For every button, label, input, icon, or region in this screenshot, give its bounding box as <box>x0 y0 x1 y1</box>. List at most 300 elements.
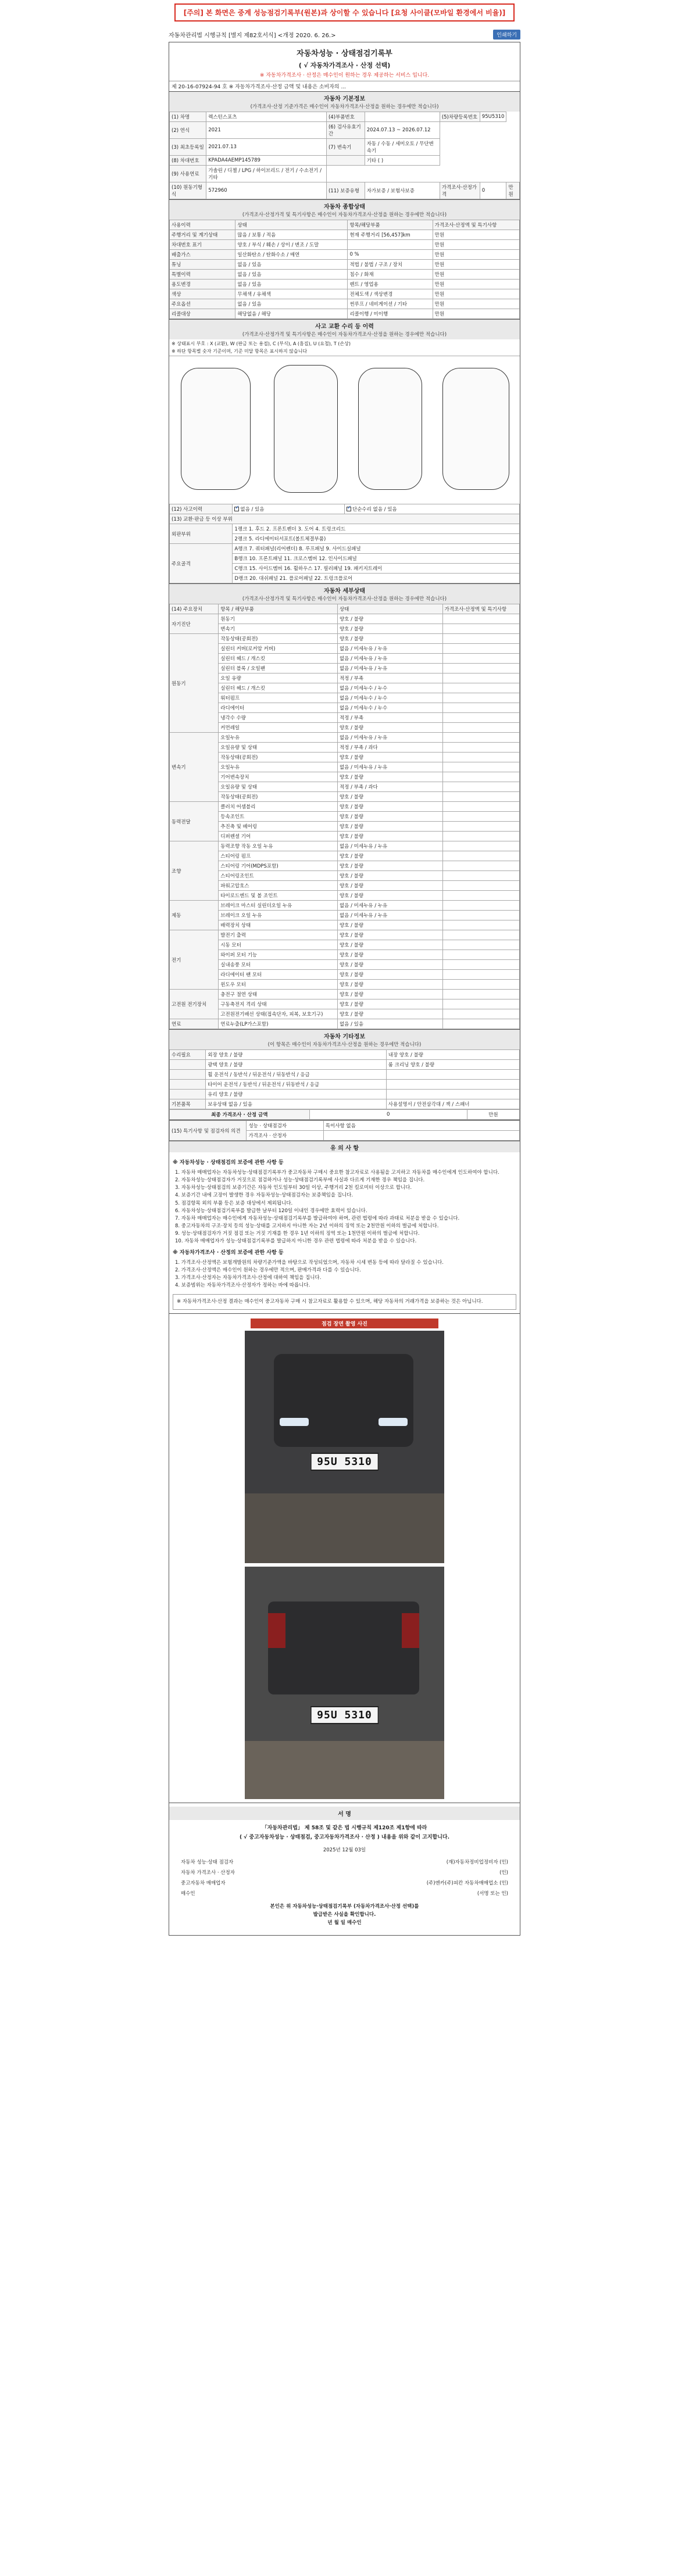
closing-line-2: 발급받은 사실을 확인합니다. <box>313 1912 376 1918</box>
signature-section <box>169 1803 520 1935</box>
detail-group-name: 조향 <box>170 841 219 901</box>
basic-info-cell: 렉스턴스포츠 <box>206 112 327 122</box>
detail-item-name: 작동상태(공회전) <box>219 634 338 644</box>
overview-cell <box>348 240 433 250</box>
basic-info-cell: KPADA4AEMP145789 <box>206 156 327 166</box>
other-info-cell: 유리 양호 / 불량 <box>206 1090 387 1099</box>
inspector-label: 성능 · 상태점검자 <box>247 1121 323 1131</box>
overview-row <box>170 280 520 289</box>
other-info-row <box>170 1090 520 1099</box>
basic-info-cell: (1) 차명 <box>170 112 206 122</box>
detail-item-remark <box>442 703 519 713</box>
final-price-value: 0 <box>309 1110 467 1120</box>
detail-row <box>170 634 520 644</box>
detail-row <box>170 664 520 673</box>
basic-info-cell: (3) 최초등록일 <box>170 139 206 156</box>
detail-row <box>170 792 520 802</box>
detail-table <box>169 604 520 1029</box>
basic-info-table <box>169 112 520 199</box>
detail-row <box>170 723 520 733</box>
overview-column-header: 사용이력 <box>170 220 235 230</box>
overview-cell: 만원 <box>433 280 519 289</box>
signature-heading: 서 명 <box>169 1807 520 1820</box>
detail-item-status: 양호 / 불량 <box>337 980 442 990</box>
opinion-section <box>169 1120 520 1141</box>
detail-row <box>170 911 520 920</box>
detail-row <box>170 990 520 999</box>
detail-group-name: 전기 <box>170 930 219 990</box>
detail-item-name: 워터펌프 <box>219 693 338 703</box>
left-taillight <box>268 1613 285 1648</box>
note-item: 6. 자동차성능·상태점검기록부를 발급한 날부터 120일 이내인 경우에만 효력이 있습니다. <box>175 1208 367 1214</box>
other-info-cell <box>386 1090 519 1099</box>
document-notice: ※ 자동차가격조사 · 산정은 매수인이 원하는 경우 제공하는 서비스 입니다. <box>259 73 430 78</box>
detail-item-remark <box>442 782 519 792</box>
detail-row <box>170 644 520 654</box>
detail-group-name: 동력전달 <box>170 802 219 841</box>
overview-cell: 주행거리 및 계기상태 <box>170 230 235 240</box>
detail-row <box>170 861 520 871</box>
buyer-sign: (서명 또는 인) <box>477 1891 508 1897</box>
other-info-table <box>169 1049 520 1109</box>
detail-item-remark <box>442 753 519 762</box>
detail-item-status: 양호 / 불량 <box>337 990 442 999</box>
detail-item-remark <box>442 802 519 812</box>
overview-cell: 일산화탄소 / 탄화수소 / 매연 <box>235 250 348 260</box>
overview-row <box>170 260 520 270</box>
detail-row <box>170 673 520 683</box>
basic-info-cell: (6) 검사유효기간 <box>326 122 365 139</box>
detail-item-status: 양호 / 불량 <box>337 950 442 960</box>
overview-cell: 색상 <box>170 289 235 299</box>
detail-item-remark <box>442 664 519 673</box>
detail-item-name: 충전구 절연 상태 <box>219 990 338 999</box>
basic-info-cell: 자가보증 / 보험사보증 <box>365 182 440 199</box>
overview-cell: 적법 / 불법 / 구조 / 장치 <box>348 260 433 270</box>
detail-row <box>170 654 520 664</box>
detail-item-status: 양호 / 불량 <box>337 930 442 940</box>
detail-row <box>170 812 520 822</box>
basic-info-cell: (4)부품번호 <box>326 112 365 122</box>
detail-item-remark <box>442 762 519 772</box>
detail-item-name: 실린더 커버(로커암 커버) <box>219 644 338 654</box>
floor-area <box>245 1493 444 1563</box>
detail-item-name: 작동상태(공회전) <box>219 753 338 762</box>
overview-cell: 리콜대상 <box>170 309 235 319</box>
detail-item-status: 없음 / 미세누유 / 누유 <box>337 841 442 851</box>
signature-row-appraiser <box>169 1867 520 1878</box>
signature-row-inspector <box>169 1857 520 1867</box>
detail-item-name: 스티어링 펌프 <box>219 851 338 861</box>
notes-section <box>169 1141 520 1313</box>
detail-group-name: 원동기 <box>170 634 219 733</box>
photos-heading: 점검 장면 촬영 사진 <box>251 1319 438 1328</box>
detail-item-status: 적정 / 부족 <box>337 673 442 683</box>
detail-item-remark <box>442 841 519 851</box>
print-button[interactable]: 인쇄하기 <box>493 30 520 40</box>
detail-row <box>170 901 520 911</box>
detail-item-remark <box>442 743 519 753</box>
detail-item-remark <box>442 851 519 861</box>
dealer-role: 중고자동차 매매업자 <box>181 1880 226 1887</box>
detail-row <box>170 891 520 901</box>
detail-item-name: 기어변속장치 <box>219 772 338 782</box>
overview-row <box>170 230 520 240</box>
detail-subheading: (가격조사·산정가격 및 특기사항은 매수인이 자동차가격조사·산정을 원하는 경우에만 적습니다) <box>169 595 520 604</box>
detail-item-name: 발전기 출력 <box>219 930 338 940</box>
car-left-outline <box>181 368 251 490</box>
detail-item-remark <box>442 960 519 970</box>
overview-cell: 양호 / 부식 / 훼손 / 상이 / 변조 / 도말 <box>235 240 348 250</box>
detail-item-remark <box>442 812 519 822</box>
detail-row <box>170 624 520 634</box>
detail-item-remark <box>442 832 519 841</box>
detail-item-status: 없음 / 미세누수 / 누수 <box>337 703 442 713</box>
main-frame-rank-d: D랭크 20. 대쉬패널 21. 플로어패널 22. 트렁크플로어 <box>233 574 520 583</box>
detail-item-name: 구동축전지 격리 상태 <box>219 999 338 1009</box>
detail-item-name: 파워고압호스 <box>219 881 338 891</box>
front-grille-shape <box>274 1354 413 1447</box>
right-headlight <box>379 1418 408 1426</box>
other-info-cell <box>170 1060 206 1070</box>
basic-info-row <box>170 166 520 182</box>
other-info-cell: 보유상태 없음 / 있음 <box>206 1099 387 1109</box>
detail-item-name: 오일유량 및 상태 <box>219 782 338 792</box>
note-item: 1. 자동차 매매업자는 자동차성능·상태점검기록부가 중고자동차 구매시 중요한 참고자료로 사용됨을 고지하고 자동차를 매수인에게 인도하여야 합니다. <box>175 1169 499 1176</box>
detail-row <box>170 762 520 772</box>
detail-row <box>170 683 520 693</box>
overview-cell: 만원 <box>433 309 519 319</box>
detail-item-remark <box>442 644 519 654</box>
detail-item-remark <box>442 980 519 990</box>
overview-heading: 자동차 종합상태 <box>169 200 520 211</box>
detail-row <box>170 743 520 753</box>
rear-license-plate: 95U 5310 <box>310 1706 379 1724</box>
rear-photo <box>245 1567 444 1799</box>
detail-row <box>170 999 520 1009</box>
other-info-cell <box>386 1070 519 1080</box>
other-info-cell: 내장 양호 / 불량 <box>386 1050 519 1060</box>
overview-cell: 썬루프 / 네비게이션 / 기타 <box>348 299 433 309</box>
detail-item-name: 오일누유 <box>219 762 338 772</box>
detail-row <box>170 802 520 812</box>
basic-info-cell: 2021 <box>206 122 327 139</box>
main-frame-rank-c: C랭크 15. 사이드멤버 16. 휠하우스 17. 필러패널 19. 패키지트레이 <box>233 564 520 574</box>
basic-info-cell: 가격조사·산정가격 <box>440 182 480 199</box>
detail-row <box>170 832 520 841</box>
other-info-row <box>170 1060 520 1070</box>
basic-info-cell: 572960 <box>206 182 327 199</box>
detail-row <box>170 822 520 832</box>
final-price-table <box>169 1109 520 1120</box>
basic-info-cell: (11) 보증유형 <box>326 182 365 199</box>
detail-row <box>170 782 520 792</box>
detail-item-status: 양호 / 불량 <box>337 861 442 871</box>
overview-cell: 없음 / 있음 <box>235 270 348 280</box>
other-info-subheading: (이 항목은 매수인이 자동차가격조사·산정을 원하는 경우에만 적습니다) <box>169 1041 520 1049</box>
detail-item-remark <box>442 990 519 999</box>
detail-item-remark <box>442 723 519 733</box>
detail-item-remark <box>442 999 519 1009</box>
page <box>0 3 689 1947</box>
detail-item-remark <box>442 1009 519 1019</box>
basic-info-cell: (8) 차대번호 <box>170 156 206 166</box>
detail-item-status: 양호 / 불량 <box>337 891 442 901</box>
detail-item-status: 적정 / 부족 <box>337 713 442 723</box>
detail-item-status: 양호 / 불량 <box>337 624 442 634</box>
note-item: 3. 가격조사·산정자는 자동차가격조사·산정에 대하여 책임을 집니다. <box>175 1274 322 1281</box>
overview-cell: 만원 <box>433 250 519 260</box>
detail-column-header: 상태 <box>337 604 442 614</box>
overview-cell: 만원 <box>433 299 519 309</box>
accident-legend: ※ 상태표시 부호 : X (교환), W (판금 또는 용접), C (부식), A (흠집), U (요철), T (손상) <box>172 341 351 346</box>
form-reference: 자동차관리법 시행규칙 [별지 제82호서식] <개정 2020. 6. 26.> <box>169 33 336 39</box>
basic-info-cell: 기타 ( ) <box>365 156 440 166</box>
detail-row <box>170 881 520 891</box>
notes-heading: 유 의 사 항 <box>169 1141 520 1152</box>
other-info-cell: 사용설명서 / 안전삼각대 / 잭 / 스패너 <box>386 1099 519 1109</box>
document-subtitle: ( √ 자동차가격조사 · 산정 선택) <box>298 62 391 69</box>
other-info-cell: 룸 크리닝 양호 / 불량 <box>386 1060 519 1070</box>
detail-section <box>169 583 520 1029</box>
overview-row <box>170 299 520 309</box>
detail-item-status: 양호 / 불량 <box>337 792 442 802</box>
notes-section-2-title: ※ 자동차가격조사 · 산정의 보증에 관한 사항 등 <box>173 1249 284 1256</box>
accident-history-value: ✓ 없음 / 있음 <box>233 504 345 514</box>
other-info-heading: 자동차 기타정보 <box>169 1030 520 1041</box>
basic-info-row <box>170 112 520 122</box>
detail-item-remark <box>442 792 519 802</box>
accident-heading: 사고 교환 수리 등 이력 <box>169 320 520 331</box>
detail-item-remark <box>442 713 519 723</box>
detail-item-status: 양호 / 불량 <box>337 1009 442 1019</box>
detail-item-remark <box>442 891 519 901</box>
opinion-table <box>169 1120 520 1141</box>
overview-cell: 만원 <box>433 270 519 280</box>
overview-cell: 리콜이행 / 미이행 <box>348 309 433 319</box>
main-frame-rank-a: A랭크 7. 쿼터패널(리어펜더) 8. 루프패널 9. 사이드실패널 <box>233 544 520 554</box>
opinion-label: (15) 특기사항 및 점검자의 의견 <box>170 1121 247 1141</box>
detail-item-status: 양호 / 불량 <box>337 822 442 832</box>
detail-item-name: 연료누출(LP가스포함) <box>219 1019 338 1029</box>
basic-info-row <box>170 156 520 166</box>
detail-item-name: 실내송풍 모터 <box>219 960 338 970</box>
detail-item-remark <box>442 940 519 950</box>
detail-item-status: 적정 / 부족 / 과다 <box>337 743 442 753</box>
basic-info-cell: 95U5310 <box>480 112 506 122</box>
basic-info-cell: 자동 / 수동 / 세미오토 / 무단변속기 <box>365 139 440 156</box>
overview-cell: 특별이력 <box>170 270 235 280</box>
detail-item-name: 라디에이터 <box>219 703 338 713</box>
detail-row <box>170 851 520 861</box>
detail-item-name: 실린더 헤드 / 개스킷 <box>219 654 338 664</box>
main-frame-label: 주요골격 <box>170 544 233 583</box>
inspector-role: 자동차 성능·상태 점검자 <box>181 1860 234 1866</box>
detail-item-remark <box>442 614 519 624</box>
detail-item-status: 없음 / 미세누유 / 누유 <box>337 644 442 654</box>
detail-item-remark <box>442 881 519 891</box>
accident-table <box>169 504 520 583</box>
closing-line-3: 년 월 일 매수인 <box>327 1919 362 1926</box>
detail-item-name: 스티어링 기어(MDPS포함) <box>219 861 338 871</box>
note-item: 4. 보증기간 내에 고장이 발생한 경우 자동차성능·상태점검자는 보증책임을 집니다. <box>175 1192 354 1199</box>
detail-item-remark <box>442 930 519 940</box>
detail-heading: 자동차 세부상태 <box>169 584 520 595</box>
rear-floor-area <box>245 1741 444 1799</box>
detail-item-status: 없음 / 미세누수 / 누수 <box>337 683 442 693</box>
record-frame <box>169 42 520 1936</box>
overview-cell: 침수 / 화재 <box>348 270 433 280</box>
detail-item-name: 디퍼렌셜 기어 <box>219 832 338 841</box>
detail-item-name: 배력장치 상태 <box>219 920 338 930</box>
detail-item-status: 양호 / 불량 <box>337 723 442 733</box>
final-price-unit: 만원 <box>467 1110 519 1120</box>
other-info-row <box>170 1099 520 1109</box>
detail-row <box>170 980 520 990</box>
detail-item-remark <box>442 970 519 980</box>
overview-header-row <box>170 220 520 230</box>
basic-info-row <box>170 182 520 199</box>
detail-item-status: 없음 / 미세누유 / 누유 <box>337 762 442 772</box>
note-item: 2. 가격조사·산정액은 매수인이 원하는 경우에만 적으며, 판매가격과 다를 수 있습니다. <box>175 1267 361 1273</box>
other-info-cell <box>170 1070 206 1080</box>
detail-item-name: 커먼레일 <box>219 723 338 733</box>
detail-item-remark <box>442 901 519 911</box>
detail-item-status: 양호 / 불량 <box>337 753 442 762</box>
detail-row <box>170 753 520 762</box>
detail-item-name: 클러치 어셈블리 <box>219 802 338 812</box>
overview-column-header: 상태 <box>235 220 348 230</box>
notes-list-1 <box>173 1169 516 1246</box>
other-info-cell <box>170 1080 206 1090</box>
note-item: 10. 자동차 매매업자가 성능·상태점검기록부를 발급하지 아니한 경우 관련 법령에 따라 처분을 받을 수 있습니다. <box>175 1238 417 1245</box>
none-checkbox <box>234 507 239 511</box>
detail-item-status: 양호 / 불량 <box>337 871 442 881</box>
detail-item-status: 양호 / 불량 <box>337 881 442 891</box>
warning-banner: [주의] 본 화면은 중계 성능점검기록부(원본)과 상이할 수 있습니다 [요청 사이클(모바일 환경에서 비율)] <box>174 3 515 22</box>
detail-item-remark <box>442 871 519 881</box>
overview-cell: 만원 <box>433 240 519 250</box>
basic-info-cell: (5)차량등록번호 <box>440 112 480 122</box>
tailgate-shape <box>268 1602 419 1694</box>
overview-cell: 전체도색 / 색상변경 <box>348 289 433 299</box>
detail-item-status: 양호 / 불량 <box>337 970 442 980</box>
detail-column-header: 항목 / 해당부품 <box>219 604 338 614</box>
detail-item-remark <box>442 673 519 683</box>
inspector-sign: (재)자동차정비업정비자 (인) <box>446 1860 508 1866</box>
basic-info-cell: (10) 원동기형식 <box>170 182 206 199</box>
note-item: 2. 자동차성능·상태점검자가 거짓으로 점검하거나 성능·상태점검기록부에 사실과 다르게 기재한 경우 책임을 집니다. <box>175 1177 425 1184</box>
detail-item-name: 오일 유량 <box>219 673 338 683</box>
detail-item-remark <box>442 693 519 703</box>
note-item: 3. 자동차성능·상태점검의 보증기간은 자동차 인도일부터 30일 이상, 주행거리 2천 킬로미터 이상으로 합니다. <box>175 1185 412 1191</box>
detail-item-name: 동력조향 작동 오일 누유 <box>219 841 338 851</box>
dealer-sign: (주)엔카(주)피칸 자동차매매업소 (인) <box>426 1880 508 1887</box>
simple-repair-value: ✓ 단순수리 없음 / 있음 <box>344 504 519 514</box>
basic-info-cell <box>365 112 440 122</box>
detail-item-name: 실린더 헤드 / 개스킷 <box>219 683 338 693</box>
overview-subheading: (가격조사·산정가격 및 특기사항은 매수인이 자동차가격조사·산정을 원하는 경우에만 적습니다) <box>169 211 520 220</box>
detail-item-name: 스티어링조인트 <box>219 871 338 881</box>
detail-item-name: 고전원전기배선 상태(접속단자, 피복, 보호기구) <box>219 1009 338 1019</box>
detail-item-remark <box>442 634 519 644</box>
basic-info-subheading: (가격조사·산정 기준가격은 매수인이 자동차가격조사·산정을 원하는 경우에만 적습니다) <box>169 103 520 112</box>
detail-row <box>170 772 520 782</box>
overview-cell: 무채색 / 유채색 <box>235 289 348 299</box>
detail-item-remark <box>442 772 519 782</box>
detail-item-remark <box>442 861 519 871</box>
outer-panel-rank-1: 1랭크 1. 후드 2. 프론트펜더 3. 도어 4. 트렁크리드 <box>233 524 520 534</box>
detail-item-status: 없음 / 미세누수 / 누수 <box>337 693 442 703</box>
notes-body <box>169 1152 520 1313</box>
outer-panel-label: 외판부위 <box>170 524 233 544</box>
detail-row <box>170 940 520 950</box>
overview-section <box>169 199 520 319</box>
signature-notice-1: 「자동차관리법」 제 58조 및 같은 법 시행규칙 제120조 제1항에 따라 <box>262 1825 427 1832</box>
note-item: 1. 가격조사·산정액은 보험개발원의 차량기준가액을 바탕으로 작성되었으며, 자동차 시세 변동 등에 따라 달라질 수 있습니다. <box>175 1259 444 1266</box>
detail-column-header: (14) 주요장치 <box>170 604 219 614</box>
notes-box: ※ 자동차가격조사·산정 결과는 매수인이 중고자동차 구매 시 참고자료로 활용할 수 있으며, 해당 자동차의 거래가격을 보증하는 것은 아닙니다. <box>173 1294 516 1310</box>
overview-cell: 배출가스 <box>170 250 235 260</box>
document-title: 자동차성능 · 상태점검기록부 <box>297 49 392 58</box>
overview-cell: 주요옵션 <box>170 299 235 309</box>
form-header <box>169 30 520 40</box>
basic-info-cell: 0 <box>480 182 506 199</box>
detail-item-status: 없음 / 미세누유 / 누유 <box>337 733 442 743</box>
detail-group-name: 자기진단 <box>170 614 219 634</box>
overview-cell: 없음 / 있음 <box>235 260 348 270</box>
detail-item-status: 없음 / 미세누유 / 누유 <box>337 911 442 920</box>
detail-row <box>170 1009 520 1019</box>
detail-item-status: 양호 / 불량 <box>337 999 442 1009</box>
detail-column-header: 가격조사·산정액 및 특기사항 <box>442 604 519 614</box>
basic-info-row <box>170 139 520 156</box>
detail-item-remark <box>442 920 519 930</box>
detail-item-name: 추진축 및 베어링 <box>219 822 338 832</box>
overview-cell: 만원 <box>433 230 519 240</box>
main-frame-rank-b: B랭크 10. 프론트패널 11. 크로스멤버 12. 인사이드패널 <box>233 554 520 564</box>
document-meta: 제 20-16-07924-94 호 ※ 자동차가격조사·산정 금액 및 내용은 소비자의 ... <box>169 81 520 91</box>
overview-cell: 렌트 / 영업용 <box>348 280 433 289</box>
note-item: 5. 점검항목 외의 부품 등은 보증 대상에서 제외됩니다. <box>175 1200 293 1206</box>
detail-row <box>170 841 520 851</box>
detail-item-status: 양호 / 불량 <box>337 960 442 970</box>
other-info-row <box>170 1070 520 1080</box>
appraiser-role: 자동차 가격조사 · 산정자 <box>181 1870 235 1876</box>
closing-line-1: 본인은 위 자동차성능·상태점검기록부 (자동차가격조사·산정 선택)를 <box>270 1904 419 1910</box>
other-info-section <box>169 1029 520 1120</box>
basic-info-cell: 2021.07.13 <box>206 139 327 156</box>
detail-item-status: 양호 / 불량 <box>337 920 442 930</box>
inspection-record <box>169 30 520 1936</box>
detail-item-name: 윈도우 모터 <box>219 980 338 990</box>
basic-info-row <box>170 122 520 139</box>
detail-row <box>170 1019 520 1029</box>
appraiser-label: 가격조사 · 산정자 <box>247 1131 323 1141</box>
detail-item-name: 작동상태(공회전) <box>219 792 338 802</box>
detail-item-name: 변속기 <box>219 624 338 634</box>
note-item: 9. 성능·상태점검자가 거짓 점검 또는 거짓 기재를 한 경우 1년 이하의 징역 또는 1천만원 이하의 벌금에 처합니다. <box>175 1231 420 1237</box>
basic-info-heading: 자동차 기본정보 <box>169 92 520 103</box>
page-bottom-spacer <box>0 1936 689 1947</box>
detail-item-status: 양호 / 불량 <box>337 851 442 861</box>
overview-column-header: 항목/해당부품 <box>348 220 433 230</box>
detail-item-status: 양호 / 불량 <box>337 812 442 822</box>
other-info-cell: 수리필요 <box>170 1050 206 1060</box>
basic-info-section <box>169 91 520 199</box>
detail-item-status: 양호 / 불량 <box>337 634 442 644</box>
accident-history-label: (12) 사고이력 <box>170 504 233 514</box>
